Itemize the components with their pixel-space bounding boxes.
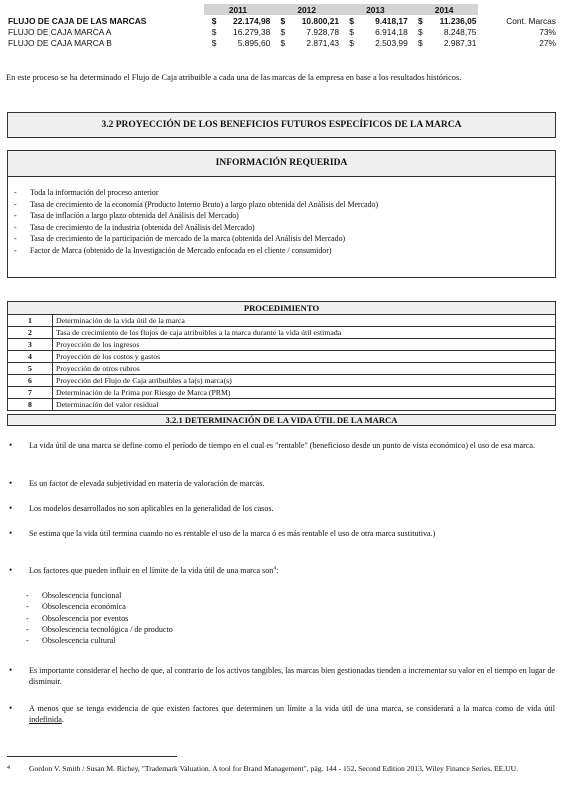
list-item: - Obsolescencia funcional — [26, 591, 122, 600]
table-row: 8 Determinación del valor residual — [8, 399, 556, 411]
subsection-title: 3.2.1 DETERMINACIÓN DE LA VIDA ÚTIL DE LA MARCA — [7, 414, 556, 426]
share-cell: Cont. Marcas — [506, 15, 556, 26]
row-label: FLUJO DE CAJA MARCA B — [8, 37, 112, 48]
list-item: - Obsolescencia tecnológica / de producto — [26, 624, 173, 634]
obsolescence-list — [26, 590, 173, 646]
procedure-table — [7, 301, 556, 411]
list-item: - Toda la información del proceso anterior — [14, 188, 159, 197]
table-cell: 2.871,43 — [306, 37, 340, 48]
row-label: FLUJO DE CAJA DE LAS MARCAS — [8, 15, 147, 26]
list-item: - Tasa de inflación a largo plazo obtenida del Análisis del Mercado) — [14, 211, 239, 220]
section-title: 3.2 PROYECCIÓN DE LOS BENEFICIOS FUTUROS ESPECÍFICOS DE LA MARCA — [7, 112, 556, 138]
table-cell: 22.174,98 — [233, 15, 271, 26]
bullet-paragraph: • Los modelos desarrollados no son aplicables en la generalidad de los casos. — [9, 503, 274, 513]
table-cell: 10.800,21 — [301, 15, 340, 26]
year-header: 2014 — [410, 4, 479, 15]
footnote: 4 Gordon V. Smith / Susan M. Richey, "Trademark Valuation. A tool for Brand Management", pág. 144 - 152, Second Edition 2013, Wiley Finance Series, EE.UU. — [7, 764, 519, 773]
bullet-paragraph: • A menos que se tenga evidencia de que existen factores que determinen un límite a la vida útil de una marca, se considerará a la marca como de vida útil indefinida. — [9, 703, 555, 724]
table-cell: 11.236,05 — [439, 15, 477, 26]
table-cell: 8.248,75 — [443, 26, 477, 37]
footnote-ref: 4 — [273, 565, 277, 572]
list-item: - Tasa de crecimiento de la participación de mercado de la marca (obtenida del Análisis del Mercado) — [14, 234, 346, 243]
bullet-paragraph: • Los factores que pueden influir en el límite de la vida útil de una marca son$^4$: — [9, 565, 279, 575]
list-item: - Tasa de crecimiento de la industria (obtenida del Análisis del Mercado) — [14, 222, 255, 232]
bullet-paragraph: • Es un factor de elevada subjetividad en materia de valoración de marcas. — [9, 478, 265, 488]
intro-paragraph: En este proceso se ha determinado el Flujo de Caja atribuible a cada una de las marcas de la empresa en base a los resultados históricos. — [6, 73, 462, 82]
bullet-paragraph: • La vida útil de una marca se define como el período de tiempo en el cual es "rentable" (beneficioso desde un punto de vista económico) el uso de esa marca. — [9, 440, 535, 450]
table-row: 4 Proyección de los costos y gastos — [8, 351, 556, 363]
year-header: 2011 — [204, 4, 273, 15]
row-label: FLUJO DE CAJA MARCA A — [8, 26, 112, 37]
bullet-icon: • — [9, 665, 13, 675]
list-item: - Obsolescencia por eventos — [26, 613, 129, 623]
year-header: 2013 — [341, 4, 410, 15]
procedure-title: PROCEDIMIENTO — [8, 302, 556, 315]
list-item: - Obsolescencia cultural — [26, 636, 116, 646]
bullet-paragraph: • Es importante considerar el hecho de que, al contrario de los activos tangibles, las marcas bien gestionadas tienden a incrementar su valor en el tiempo en lugar de disminuir. — [9, 665, 555, 686]
table-cell: 2.503,99 — [375, 37, 408, 48]
table-cell: 16.279,38 — [233, 26, 271, 37]
table-row: 7 Determinación de la Prima por Riesgo de Marca (PRM) — [8, 387, 556, 399]
footnote-separator — [7, 756, 177, 757]
table-row: 5 Proyección de otros rubros — [8, 363, 556, 375]
cash-flow-header-row — [6, 4, 558, 15]
table-cell: 7.928,78 — [306, 26, 340, 37]
table-row: FLUJO DE CAJA DE LAS MARCAS $ 22.174,98 $ 10.800,21 $ 9.418,17 $ 11.236,05 Cont. Marcas — [8, 15, 556, 26]
list-item: - Tasa de crecimiento de la economía (Producto Interno Bruto) a largo plazo obtenida del Análisis del Mercado) — [14, 199, 379, 209]
cash-flow-table — [6, 4, 558, 48]
table-cell: 9.418,17 — [375, 15, 408, 26]
table-row: 3 Proyección de los ingresos — [8, 339, 556, 351]
table-cell: 6.914,18 — [375, 26, 408, 37]
table-row: 6 Proyección del Flujo de Caja atribuibles a la(s) marca(s) — [8, 375, 556, 387]
table-row: FLUJO DE CAJA MARCA A $ 16.279,38 $ 7.928,78 $ 6.914,18 $ 8.248,75 73% — [8, 26, 556, 37]
list-item: - Factor de Marca (obtenido de la Investigación de Mercado enfocada en el cliente / consumidor) — [14, 245, 332, 255]
table-row: 1 Determinación de la vida útil de la marca — [8, 315, 556, 327]
table-row: FLUJO DE CAJA MARCA B $ 5.895,60 $ 2.871,43 $ 2.503,99 $ 2.987,31 27% — [8, 37, 556, 48]
table-cell: 5.895,60 — [237, 37, 271, 48]
year-header: 2012 — [272, 4, 341, 15]
bullet-icon: • — [9, 440, 13, 450]
list-item: - Obsolescencia económica — [26, 602, 126, 612]
info-required-box — [7, 150, 556, 278]
bullet-icon: • — [9, 565, 13, 575]
footnote-marker: 4 — [7, 765, 10, 771]
bullet-icon: • — [9, 703, 13, 713]
table-row: 2 Tasa de crecimiento de los flujos de caja atribuibles a la marca durante la vida útil estimada — [8, 327, 556, 339]
bullet-icon: • — [9, 478, 13, 488]
bullet-paragraph: • Se estima que la vida útil termina cuando no es rentable el uso de la marca ó es más rentable el uso de otra marca sustitutiva.) — [9, 528, 436, 538]
info-required-list — [8, 187, 378, 256]
info-required-title: INFORMACIÓN REQUERIDA — [8, 151, 555, 177]
share-cell: 27% — [539, 37, 556, 48]
bullet-icon: • — [9, 528, 13, 538]
table-cell: 2.987,31 — [443, 37, 477, 48]
bullet-icon: • — [9, 503, 13, 513]
share-cell: 73% — [539, 26, 556, 37]
